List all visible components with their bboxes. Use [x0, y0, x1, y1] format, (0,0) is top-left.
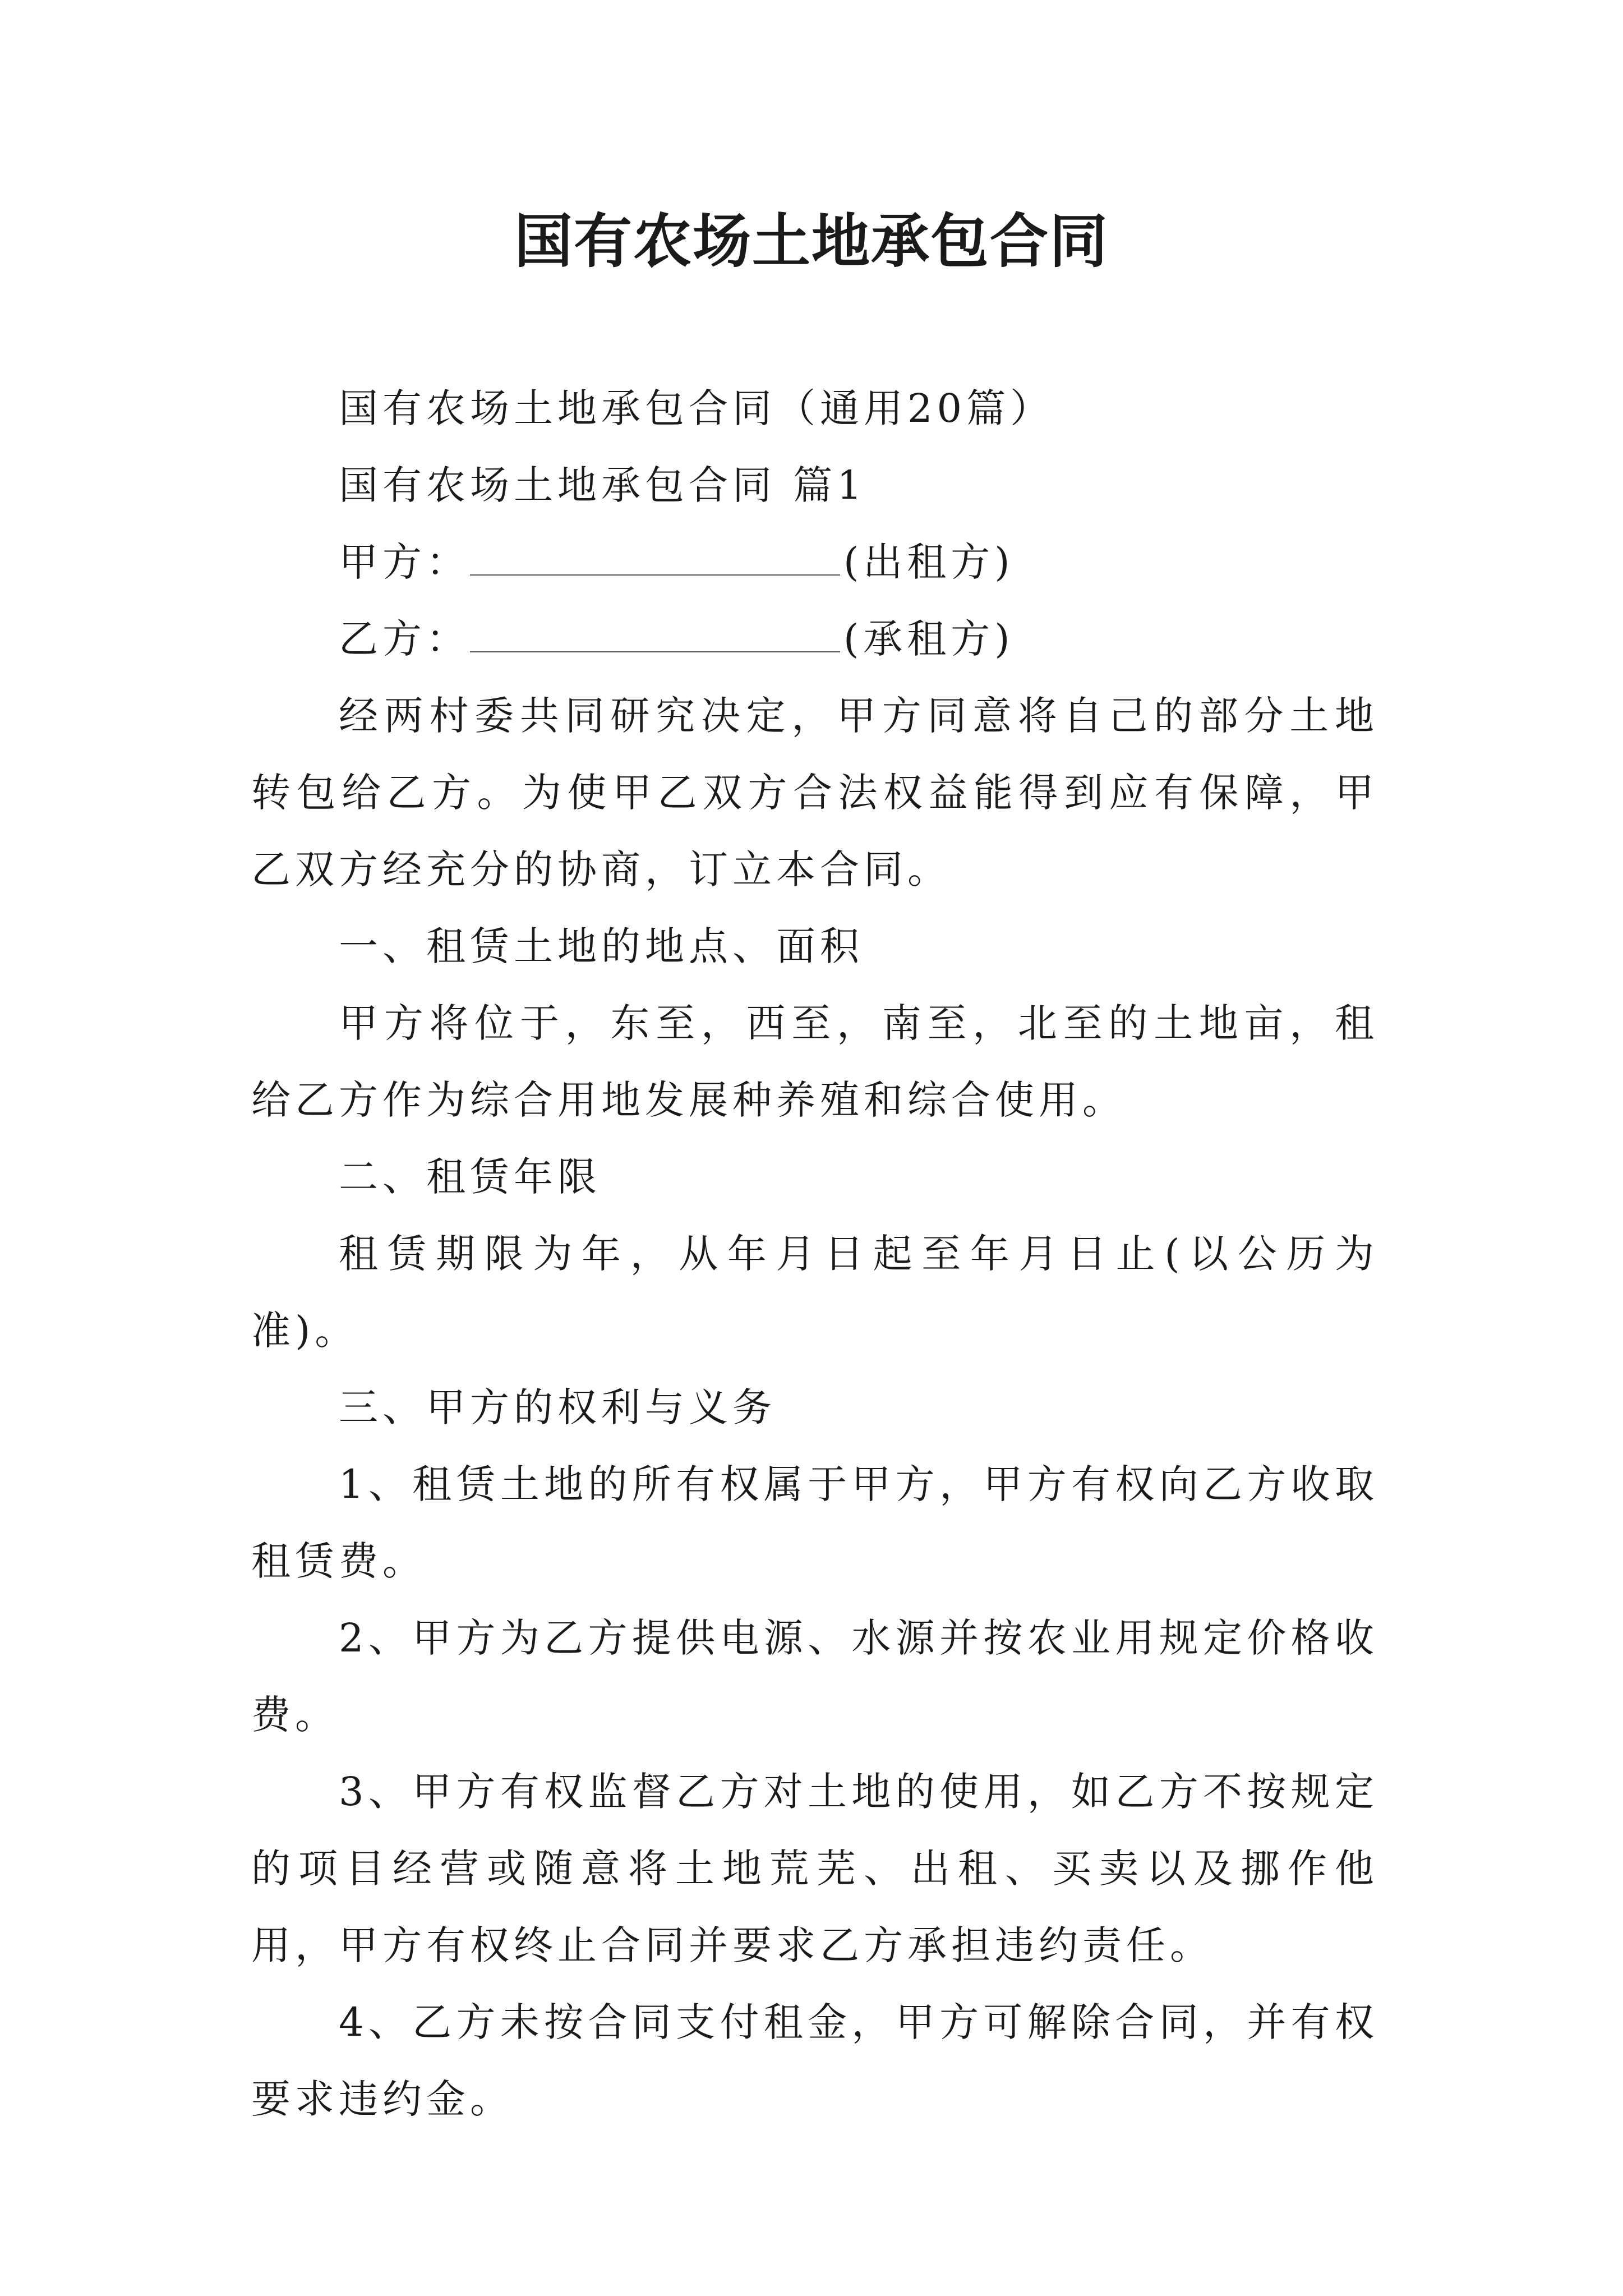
heading-1: 一、租赁土地的地点、面积	[339, 923, 864, 969]
party-b-blank	[470, 618, 840, 652]
clause-4: 4、乙方未按合同支付租金，甲方可解除合同，并有权要求违约金。	[251, 1999, 1378, 2122]
heading-3: 三、甲方的权利与义务	[339, 1384, 776, 1430]
paragraph-1: 甲方将位于，东至，西至，南至，北至的土地亩，租给乙方作为综合用地发展种养殖和综合使用。	[251, 1000, 1378, 1123]
paragraph-2: 租赁期限为年，从年月日起至年月日止(以公历为准)。	[251, 1231, 1378, 1354]
document-body	[251, 370, 1378, 2138]
clause-1: 1、租赁土地的所有权属于甲方，甲方有权向乙方收取租赁费。	[251, 1461, 1378, 1584]
heading-2: 二、租赁年限	[339, 1154, 601, 1200]
party-b-line	[251, 601, 1378, 678]
party-a-line	[251, 524, 1378, 601]
party-a-label: 甲方：	[339, 539, 470, 585]
party-b-label: 乙方：	[339, 616, 470, 662]
document-subtitle: 国有农场土地承包合同（通用20篇）	[339, 385, 1054, 431]
clause-3: 3、甲方有权监督乙方对土地的使用，如乙方不按规定的项目经营或随意将土地荒芜、出租、买卖以及挪作他用，甲方有权终止合同并要求乙方承担违约责任。	[251, 1769, 1378, 1968]
party-a-role: (出租方)	[843, 539, 1015, 585]
party-a-blank	[470, 541, 840, 576]
party-b-role: (承租方)	[843, 616, 1015, 662]
intro-paragraph: 经两村委共同研究决定，甲方同意将自己的部分土地转包给乙方。为使甲乙双方合法权益能得到应有保障，甲乙双方经充分的协商，订立本合同。	[251, 693, 1378, 892]
document-title: 国有农场土地承包合同	[514, 206, 1109, 275]
section-heading: 国有农场土地承包合同 篇1	[339, 462, 866, 508]
clause-2: 2、甲方为乙方提供电源、水源并按农业用规定价格收费。	[251, 1615, 1378, 1738]
